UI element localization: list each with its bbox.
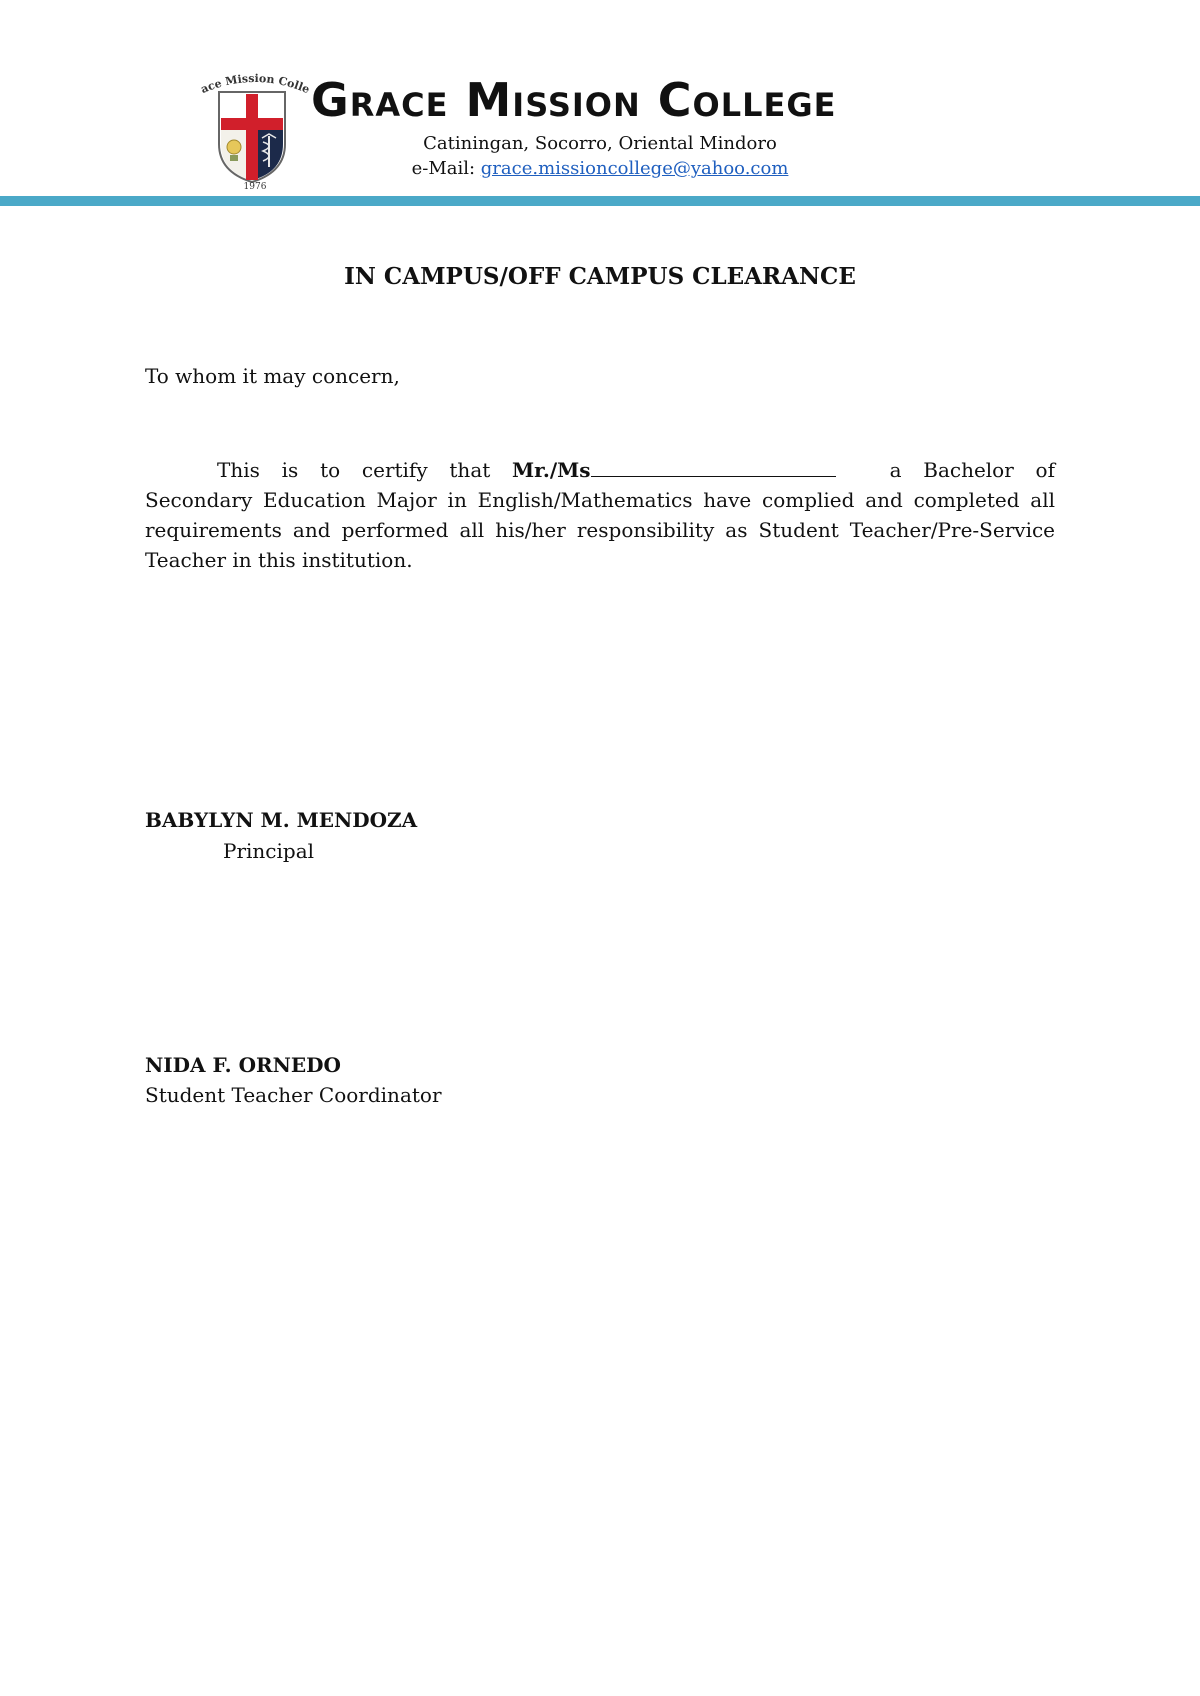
coordinator-name: NIDA F. ORNEDO — [145, 1053, 341, 1077]
letterhead — [0, 0, 1200, 210]
name-blank-line — [591, 454, 836, 477]
college-seal-icon — [193, 72, 317, 190]
email-link[interactable]: grace.missioncollege@yahoo.com — [480, 158, 789, 179]
name-label: Mr./Ms — [512, 458, 591, 482]
coordinator-title: Student Teacher Coordinator — [145, 1083, 442, 1107]
certification-paragraph — [145, 454, 1055, 575]
email-line — [350, 157, 850, 181]
email-label: e-Mail: — [411, 158, 481, 179]
document-title: IN CAMPUS/OFF CAMPUS CLEARANCE — [344, 263, 856, 290]
body-suffix: a Bachelor of Secondary Education Major in English/Mathematics have complied and completed all requirements and performed all his/her responsibility as Student Teacher/Pre-Service Teacher in this institution. — [145, 458, 1055, 572]
seal-arc-text: ace Mission Colle — [198, 72, 312, 97]
principal-name: BABYLYN M. MENDOZA — [145, 808, 418, 832]
seal-year: 1976 — [243, 182, 267, 190]
header-divider — [0, 196, 1200, 206]
salutation: To whom it may concern, — [145, 364, 400, 388]
principal-title: Principal — [223, 839, 315, 863]
body-prefix: This is to certify that — [217, 458, 513, 482]
college-name: Grace Mission College — [311, 73, 837, 127]
college-address: Catiningan, Socorro, Oriental Mindoro — [423, 133, 777, 154]
